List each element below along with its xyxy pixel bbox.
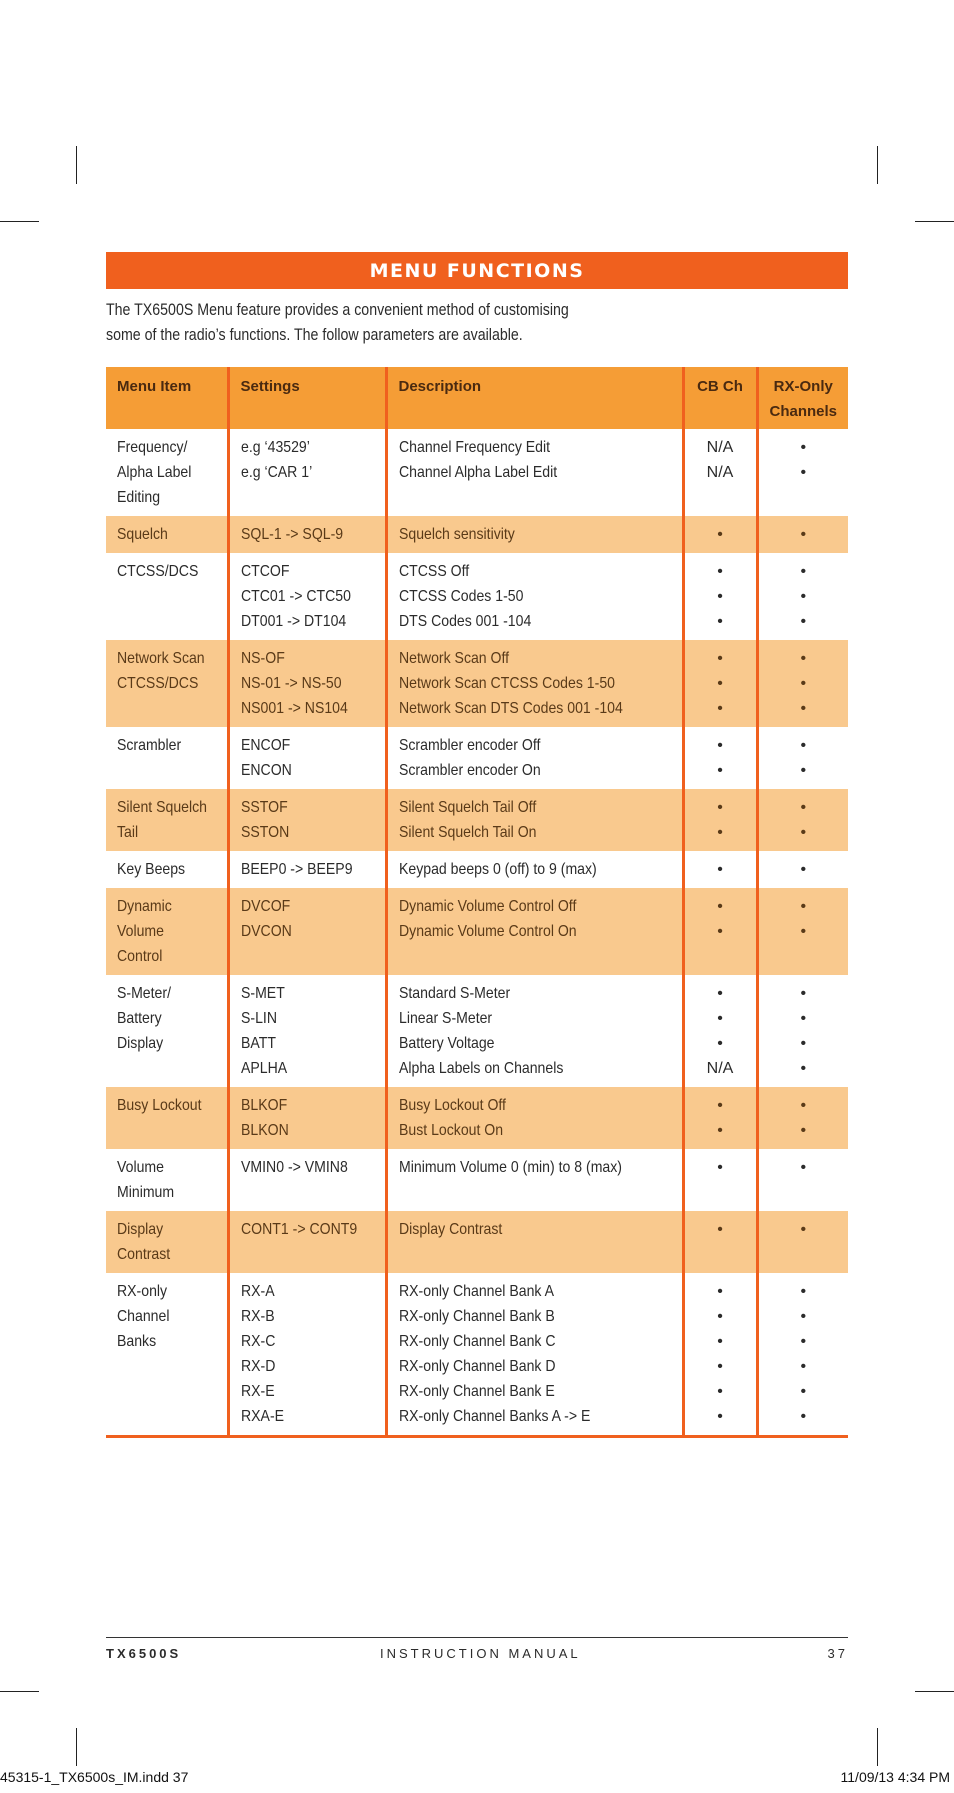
settings-cell [228, 851, 386, 888]
menu-item-cell [106, 1149, 228, 1211]
cb-ch-text: • [717, 861, 723, 878]
cb-ch-text: N/A N/A [706, 439, 734, 481]
rx-only-cell [757, 789, 848, 851]
settings-text: SSTOF SSTON [240, 799, 289, 841]
column-header-rx-only: RX-Only Channels [757, 367, 848, 429]
menu-item-text: Frequency/ Alpha Label Editing [117, 439, 192, 506]
rx-only-text: • • [800, 799, 807, 841]
description-cell [386, 1211, 683, 1273]
settings-cell [228, 1149, 386, 1211]
description-text: Display Contrast [398, 1221, 502, 1238]
menu-item-cell [106, 1087, 228, 1149]
column-header-settings: Settings [228, 367, 386, 429]
rx-only-text: • [800, 1159, 807, 1176]
cb-ch-text: • • • • • • [717, 1283, 723, 1425]
cb-ch-text: • • [717, 898, 723, 940]
rx-only-text: • • • [800, 563, 807, 630]
rx-only-text: • • [800, 898, 807, 940]
settings-text: BLKOF BLKON [240, 1097, 289, 1139]
description-text: RX-only Channel Bank A RX-only Channel Bank B RX-only Channel Bank C RX-only Channel Bank D RX-only Channel Bank E RX-only Channel Banks A -> E [398, 1283, 590, 1425]
slug-file-name: 45315-1_TX6500s_IM.indd 37 [0, 1769, 189, 1785]
table-row [106, 640, 848, 727]
crop-mark [76, 1728, 77, 1766]
settings-text: BEEP0 -> BEEP9 [240, 861, 353, 878]
description-cell [386, 1149, 683, 1211]
menu-item-cell [106, 727, 228, 789]
cb-ch-text: • • [717, 799, 723, 841]
rx-only-cell [757, 1273, 848, 1437]
settings-text: VMIN0 -> VMIN8 [240, 1159, 348, 1176]
table-row [106, 789, 848, 851]
description-text: Network Scan Off Network Scan CTCSS Codes 1-50 Network Scan DTS Codes 001 -104 [398, 650, 623, 717]
table-row [106, 429, 848, 516]
description-text: Keypad beeps 0 (off) to 9 (max) [398, 861, 597, 878]
rx-only-cell [757, 1149, 848, 1211]
menu-item-cell [106, 429, 228, 516]
settings-text: e.g ‘43529’ e.g ‘CAR 1’ [240, 439, 312, 481]
menu-item-text: RX-only Channel Banks [117, 1283, 170, 1350]
menu-functions-table [106, 367, 848, 1438]
menu-item-text: Key Beeps [117, 861, 186, 878]
table-row [106, 1149, 848, 1211]
settings-text: SQL-1 -> SQL-9 [240, 526, 343, 543]
menu-item-text: Silent Squelch Tail [117, 799, 208, 841]
column-header-cb-ch: CB Ch [683, 367, 757, 429]
cb-ch-cell [683, 888, 757, 975]
rx-only-cell [757, 553, 848, 640]
footer-rule [106, 1637, 848, 1638]
cb-ch-cell [683, 1087, 757, 1149]
menu-item-cell [106, 789, 228, 851]
menu-item-text: Network Scan CTCSS/DCS [117, 650, 205, 692]
table-row [106, 888, 848, 975]
cb-ch-cell [683, 640, 757, 727]
crop-mark [877, 1728, 878, 1766]
menu-item-text: Scrambler [117, 737, 182, 754]
menu-item-cell [106, 640, 228, 727]
settings-cell [228, 975, 386, 1087]
description-text: Scrambler encoder Off Scrambler encoder On [398, 737, 541, 779]
description-cell [386, 888, 683, 975]
description-text: Squelch sensitivity [398, 526, 515, 543]
settings-cell [228, 553, 386, 640]
rx-only-text: • • [800, 1097, 807, 1139]
settings-cell [228, 1087, 386, 1149]
menu-item-cell [106, 553, 228, 640]
settings-cell [228, 1211, 386, 1273]
menu-item-text: Display Contrast [117, 1221, 171, 1263]
page-title: MENU FUNCTIONS [369, 259, 585, 282]
rx-only-text: • • • [800, 650, 807, 717]
settings-cell [228, 789, 386, 851]
table-header-row [106, 367, 848, 429]
rx-only-cell [757, 1087, 848, 1149]
rx-only-text: • • [800, 439, 807, 481]
table-row [106, 975, 848, 1087]
description-cell [386, 975, 683, 1087]
rx-only-cell [757, 727, 848, 789]
description-cell [386, 1087, 683, 1149]
cb-ch-cell [683, 553, 757, 640]
settings-cell [228, 516, 386, 553]
cb-ch-text: • [717, 1221, 723, 1238]
description-text: Dynamic Volume Control Off Dynamic Volume Control On [398, 898, 577, 940]
crop-mark [0, 1691, 39, 1692]
settings-text: CONT1 -> CONT9 [240, 1221, 357, 1238]
menu-item-text: CTCSS/DCS [117, 563, 199, 580]
menu-item-text: Dynamic Volume Control [117, 898, 172, 965]
settings-cell [228, 727, 386, 789]
cb-ch-text: • • [717, 737, 723, 779]
rx-only-cell [757, 851, 848, 888]
table-row [106, 1087, 848, 1149]
rx-only-cell [757, 516, 848, 553]
cb-ch-cell [683, 1273, 757, 1437]
intro-line: The TX6500S Menu feature provides a convenient method of customising [106, 301, 569, 319]
cb-ch-cell [683, 975, 757, 1087]
description-text: Silent Squelch Tail Off Silent Squelch Tail On [398, 799, 536, 841]
rx-only-text: • • • • [800, 985, 807, 1077]
rx-only-cell [757, 429, 848, 516]
table-row [106, 727, 848, 789]
description-cell [386, 1273, 683, 1437]
rx-only-cell [757, 888, 848, 975]
menu-item-cell [106, 888, 228, 975]
cb-ch-text: • • • [717, 650, 723, 717]
settings-cell [228, 429, 386, 516]
settings-cell [228, 888, 386, 975]
footer-model: TX6500S [106, 1646, 182, 1661]
rx-only-text: • [800, 526, 807, 543]
rx-only-text: • [800, 1221, 807, 1238]
cb-ch-cell [683, 516, 757, 553]
table-row [106, 1211, 848, 1273]
settings-text: DVCOF DVCON [240, 898, 292, 940]
crop-mark [915, 1691, 954, 1692]
settings-text: S-MET S-LIN BATT APLHA [240, 985, 287, 1077]
crop-mark [877, 146, 878, 184]
cb-ch-cell [683, 789, 757, 851]
description-text: Standard S-Meter Linear S-Meter Battery Voltage Alpha Labels on Channels [398, 985, 563, 1077]
cb-ch-cell [683, 851, 757, 888]
description-text: Channel Frequency Edit Channel Alpha Label Edit [398, 439, 557, 481]
crop-mark [76, 146, 77, 184]
description-cell [386, 640, 683, 727]
slug-date-time: 11/09/13 4:34 PM [840, 1769, 950, 1785]
cb-ch-text: • • • N/A [706, 985, 734, 1077]
description-text: CTCSS Off CTCSS Codes 1-50 DTS Codes 001 -104 [398, 563, 531, 630]
description-cell [386, 429, 683, 516]
menu-item-cell [106, 516, 228, 553]
table-row [106, 851, 848, 888]
cb-ch-cell [683, 727, 757, 789]
description-cell [386, 516, 683, 553]
cb-ch-text: • [717, 1159, 723, 1176]
menu-item-cell [106, 975, 228, 1087]
intro-line: some of the radio’s functions. The follow parameters are available. [106, 326, 523, 344]
cb-ch-cell [683, 1149, 757, 1211]
cb-ch-cell [683, 1211, 757, 1273]
settings-text: ENCOF ENCON [240, 737, 292, 779]
menu-item-text: Squelch [117, 526, 168, 543]
description-cell [386, 851, 683, 888]
settings-text: RX-A RX-B RX-C RX-D RX-E RXA-E [240, 1283, 284, 1425]
menu-item-cell [106, 1211, 228, 1273]
rx-only-text: • [800, 861, 807, 878]
settings-text: CTCOF CTC01 -> CTC50 DT001 -> DT104 [240, 563, 351, 630]
rx-only-cell [757, 1211, 848, 1273]
table-row [106, 1273, 848, 1437]
intro-paragraph [106, 298, 665, 348]
description-text: Busy Lockout Off Bust Lockout On [398, 1097, 506, 1139]
settings-cell [228, 1273, 386, 1437]
description-text: Minimum Volume 0 (min) to 8 (max) [398, 1159, 622, 1176]
rx-only-cell [757, 640, 848, 727]
column-header-menu-item: Menu Item [106, 367, 228, 429]
description-cell [386, 789, 683, 851]
menu-item-text: Volume Minimum [117, 1159, 175, 1201]
crop-mark [0, 221, 39, 222]
menu-item-text: S-Meter/ Battery Display [117, 985, 171, 1052]
table-row [106, 516, 848, 553]
rx-only-text: • • [800, 737, 807, 779]
column-header-description: Description [386, 367, 683, 429]
table-row [106, 553, 848, 640]
description-cell [386, 553, 683, 640]
rx-only-cell [757, 975, 848, 1087]
crop-mark [915, 221, 954, 222]
cb-ch-text: • • [717, 1097, 723, 1139]
cb-ch-text: • [717, 526, 723, 543]
rx-only-text: • • • • • • [800, 1283, 807, 1425]
page-title-banner [106, 252, 848, 289]
cb-ch-cell [683, 429, 757, 516]
settings-text: NS-OF NS-01 -> NS-50 NS001 -> NS104 [240, 650, 348, 717]
menu-item-cell [106, 851, 228, 888]
cb-ch-text: • • • [717, 563, 723, 630]
page-number: 37 [827, 1646, 848, 1661]
settings-cell [228, 640, 386, 727]
menu-item-cell [106, 1273, 228, 1437]
description-cell [386, 727, 683, 789]
footer-manual-title: INSTRUCTION MANUAL [380, 1646, 581, 1661]
menu-item-text: Busy Lockout [117, 1097, 202, 1114]
